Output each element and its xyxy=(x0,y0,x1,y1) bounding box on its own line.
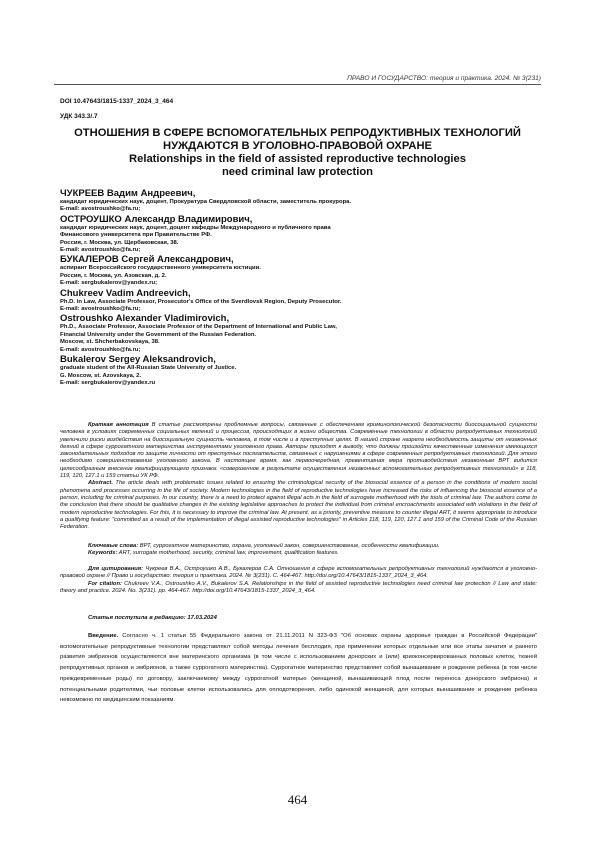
author-affiliation-line: кандидат юридических наук, доцент, Прокуратура Свердловской области, заместитель прокурора. xyxy=(60,199,352,205)
abstract-en-text: The article deals with problematic issues related to ensuring the criminological security of the biosocial essence of a person in the conditions of modern social phenomena and processes occurring in the life of society. Modern technologies in the field of reproductive technologies have increased the risks of influencing the biosocial essence of a person, including for criminal purposes. In our country, there is a need to protect against illegal acts in the field of surrogate motherhood with the tools of criminal law. The authors come to the conclusion that there should be qualitative changes in the existing legislative approaches to protect the individual from criminal encroachments associated with violations in the field of modern reproductive technologies. For this, it is necessary to improve the criminal law. At present, as a priority, preventive measure to counter illegal ART, it seems appropriate to introduce a qualifying feature: "committed as a result of the implementation of illegal assisted reproductive technologies" in Articles 118, 119, 120, 127.1 and 159 of the Criminal Code of the Russian Federation. xyxy=(60,480,537,531)
citation-ru-text: Чукреев В.А., Остроушко А.В., Букалеров С.А. Отношения в сфере вспомогательных репродуктивных технологий нуждаются в уголовно-правовой охране // Право и государство: теория и практика. 2024. № 3(231). С. 464-467. http://doi.org/10.47643/1815-1337_2024_3_464. xyxy=(60,566,537,580)
keywords-en-label: Keywords: xyxy=(88,550,118,557)
running-header: ПРАВО И ГОСУДАРСТВО: теория и практика. 2024. № 3(231) xyxy=(347,75,541,82)
header-rule xyxy=(54,84,541,85)
author-affiliation-line: Financial University under the Government of the Russian Federation. xyxy=(60,331,257,338)
citation-english xyxy=(60,581,537,596)
author-affiliation-line: G. Moscow, st. Azovskaya, 2. xyxy=(60,372,142,379)
citation-section xyxy=(60,566,537,595)
abstract-russian xyxy=(60,422,537,480)
introduction-text: Согласно ч. 1 статьи 55 Федерального закона от 21.11.2011 N 323-ФЗ "Об основах охраны здоровья граждан в Российской Федерации" вспомогательные репродуктивные технологии представляют собой методы лечения бесплодия, при применении которых отдельные или все этапы зачатия и раннего развития эмбрионов осуществляются вне материнского организма (в том числе с использованием донорских и (или) криоконсервированных половых клеток, тканей репродуктивных органов и эмбрионов, а также суррогатного материнства). Суррогатное материнство представляет собой вынашивание и рождение ребенка (в том числе преждевременные роды) по договору, заключаемому между суррогатной матерью (женщиной, вынашивающей плод после переноса донорского эмбриона) и потенциальными родителями, чьи половые клетки использовались для оплодотворения, либо одинокой женщиной, для которых вынашивание и рождение ребенка невозможно по медицинским показаниям. xyxy=(60,633,537,704)
author-name: Ostroushko Alexander Vladimirovich, xyxy=(60,313,230,325)
title-ru-line: ОТНОШЕНИЯ В СФЕРЕ ВСПОМОГАТЕЛЬНЫХ РЕПРОДУКТИВНЫХ ТЕХНОЛОГИЙ xyxy=(74,127,521,139)
author-affiliation-line: graduate student of the All-Russian State University of Justice. xyxy=(60,365,237,372)
citation-ru-label: Для цитирования: xyxy=(88,566,144,572)
doi-line: DOI 10.47643/1815-1337_2024_3_464 xyxy=(60,98,174,105)
keywords-en-text: ART, surrogate motherhood, security, criminal law, improvement, qualification features. xyxy=(117,550,339,557)
introduction-label: Введение. xyxy=(88,633,119,639)
abstract-section xyxy=(60,422,537,531)
citation-en-label: For citation: xyxy=(88,580,122,587)
author-name: ЧУКРЕЕВ Вадим Андреевич, xyxy=(60,188,196,199)
author-entry xyxy=(60,214,540,255)
author-affiliation-line: E-mail: sergbukalerov@yandex.ru xyxy=(60,379,156,386)
keywords-section xyxy=(60,543,537,558)
author-affiliation-line: Россия, г. Москва, ул. Азовская, д. 2. xyxy=(60,272,167,279)
author-entry xyxy=(60,254,540,287)
abstract-ru-label: Краткая аннотация xyxy=(88,422,149,428)
keywords-ru-label: Ключевые слова: xyxy=(88,543,139,549)
author-affiliation-line: Ph.D. in Law, Associate Professor, Prosecutor's Office of the Sverdlovsk Region, Deputy Prosecutor. xyxy=(60,298,342,305)
abstract-en-label: Abstract. xyxy=(88,480,113,487)
author-name: Bukalerov Sergey Aleksandrovich, xyxy=(60,354,216,366)
author-affiliation-line: E-mail: avostroushko@fa.ru; xyxy=(60,206,141,213)
udk-line: УДК 343.3/.7 xyxy=(60,113,98,120)
page-number: 464 xyxy=(287,792,308,807)
article-title-russian xyxy=(54,127,541,153)
author-entry xyxy=(60,288,540,314)
author-affiliation-line: Финансового университета при Правительстве РФ. xyxy=(60,232,212,239)
abstract-ru-text: В статье рассмотрены проблемные вопросы, связанные с обеспечением криминологической безопасности биосоциальной сущности человека в условиях современных социальных явлений и процессов, происходящих в жизни общества. Современные технологии в области репродуктивных технологий увеличили риски воздействия на биосоциальную сущность человека, в том числе и в преступных целях. В нашей стране назрела необходимость защиты от незаконных деяний в сфере суррогатного материнства инструментами уголовного права. Авторы приходят к выводу, что должны произойти качественные изменения имеющихся законодательных подходов по защите личности от преступных посягательств, связанных с нарушениями в сфере современных репродуктивных технологий. Для этого необходимо совершенствование уголовного закона. В настоящее время, как первоочередная, превентивная мера противодействия незаконным ВРТ видится целесообразным внесение квалифицирующего признака: «совершенное в результате осуществления незаконных вспомогательных репродуктивных технологий» в 118, 119, 120, 127.1 и 159 статьи УК РФ. xyxy=(60,422,537,480)
citation-en-text: Chukreev V.A., Ostroushko A.V., Bukalerov S.A. Relationships in the field of assisted reproductive technologies need criminal law protection // Law and state: theory and practice. 2024. No. 3(231). pp. 464-467. http://doi.org/10.47643/1815-1337_2024_3_464. xyxy=(60,580,537,594)
introduction-paragraph xyxy=(60,631,537,706)
abstract-english xyxy=(60,480,537,531)
author-block xyxy=(60,188,540,387)
author-entry xyxy=(60,188,540,214)
author-affiliation-line: Moscow, st. Shcherbakovskaya, 38. xyxy=(60,339,160,346)
author-affiliation-line: E-mail: sergbukalerov@yandex.ru; xyxy=(60,280,158,287)
keywords-ru-text: ВРТ, суррогатное материнство, охрана, уголовный закон, совершенствование, особенности квалификации. xyxy=(138,543,440,549)
title-en-line: Relationships in the field of assisted reproductive technologies xyxy=(129,153,466,165)
author-affiliation-line: E-mail: avostroushko@fa.ru; xyxy=(60,247,141,254)
author-entry xyxy=(60,313,540,354)
author-name: Chukreev Vadim Andreevich, xyxy=(60,287,191,299)
author-affiliation-line: E-mail: avostroushko@fa.ru; xyxy=(60,306,141,313)
author-entry xyxy=(60,354,540,387)
author-affiliation-line: кандидат юридических наук, доцент, доцент кафедры Международного и публичного права xyxy=(60,224,331,231)
introduction-section xyxy=(60,631,537,706)
author-name: ОСТРОУШКО Александр Владимирович, xyxy=(60,213,253,225)
title-ru-line: НУЖДАЮТСЯ В УГОЛОВНО-ПРАВОВОЙ ОХРАНЕ xyxy=(162,140,432,152)
author-affiliation-line: E-mail: avostroushko@fa.ru; xyxy=(60,346,141,353)
author-name: БУКАЛЕРОВ Сергей Александрович, xyxy=(60,254,234,266)
keywords-russian xyxy=(60,543,537,550)
article-title-english xyxy=(54,153,541,179)
title-en-line: need criminal law protection xyxy=(221,166,374,178)
author-affiliation-line: Россия, г. Москва, ул. Щербаковская, 38. xyxy=(60,239,179,246)
received-date: Статья поступила в редакцию: 17.03.2024 xyxy=(88,615,217,621)
citation-russian xyxy=(60,566,537,581)
author-affiliation-line: аспирант Всероссийского государственного университета юстиции. xyxy=(60,265,261,272)
keywords-english xyxy=(60,550,537,557)
author-affiliation-line: Ph.D., Associate Professor, Associate Professor of the Department of International and Public Law, xyxy=(60,324,337,331)
